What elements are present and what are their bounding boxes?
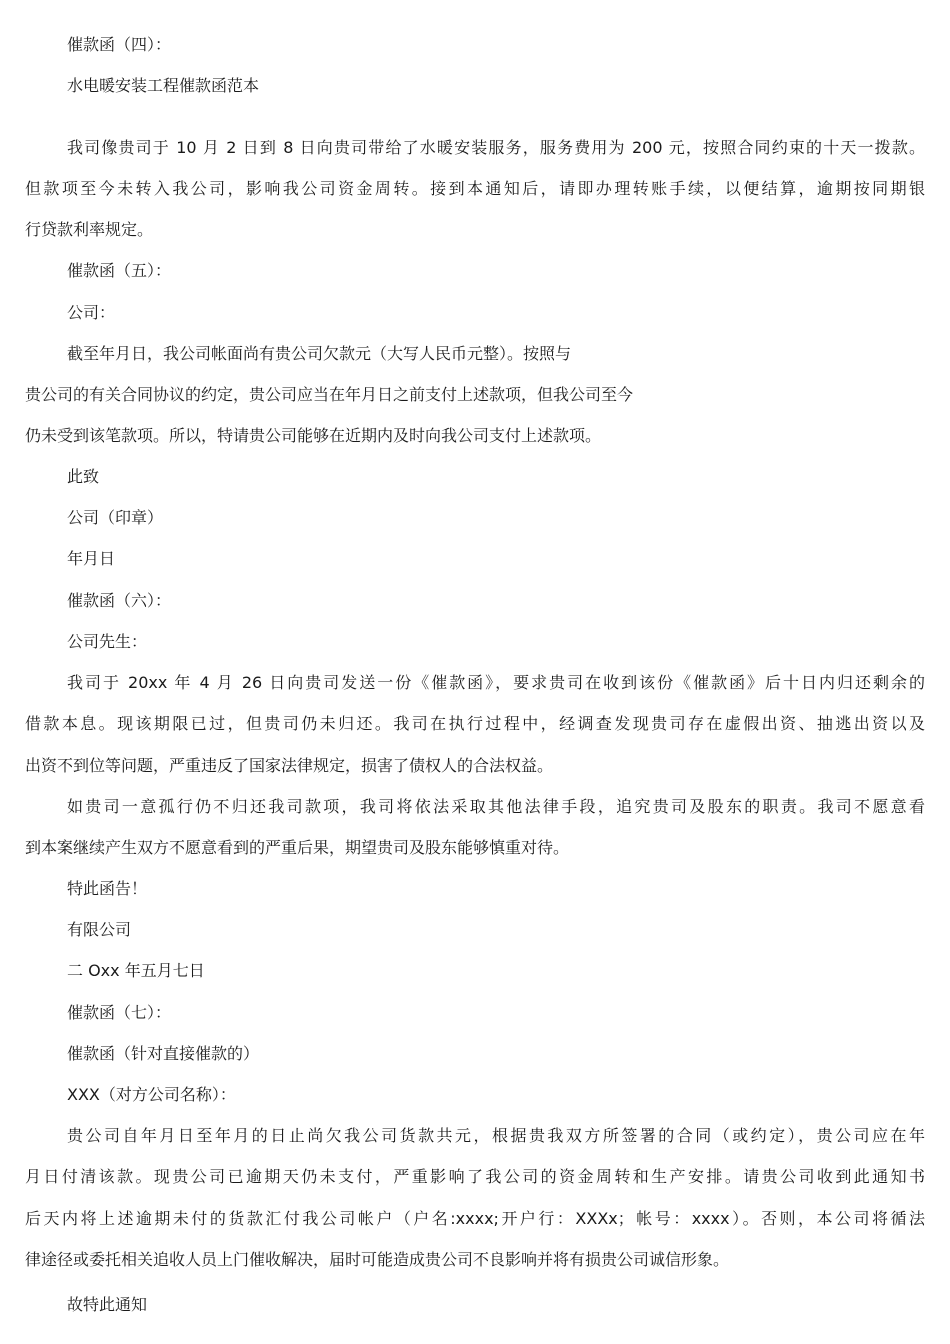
heading-letter-5: 催款函（五）： [67,261,172,280]
letter-5-date: 年月日 [67,549,116,568]
letter-6-paragraph-line: 如贵司一意孤行仍不归还我司款项，我司将依法采取其他法律手段，追究贵司及股东的职责。我司不愿意看 [67,797,925,816]
letter-6-paragraph-line: 出资不到位等问题，严重违反了国家法律规定，损害了债权人的合法权益。 [25,756,554,775]
letter-5-salutation: 公司： [67,303,116,322]
heading-letter-7: 催款函（七）： [67,1003,172,1022]
letter-6-paragraph-line: 到本案继续产生双方不愿意看到的严重后果，期望贵司及股东能够慎重对待。 [25,838,570,857]
letter-5-paragraph-line: 贵公司的有关合同协议的约定，贵公司应当在年月日之前支付上述款项，但我公司至今 [25,385,634,404]
heading-letter-4: 催款函（四）： [67,35,172,54]
letter-7-paragraph-line: 律途径或委托相关追收人员上门催收解决，届时可能造成贵公司不良影响并将有损贵公司诚信形象。 [25,1250,730,1269]
letter-4-paragraph-line: 行贷款利率规定。 [25,220,154,239]
letter-7-salutation: XXX（对方公司名称）： [67,1085,236,1104]
letter-7-closing: 故特此通知 [67,1295,148,1314]
letter-7-paragraph-line: 月日付清该款。现贵公司已逾期天仍未支付，严重影响了我公司的资金周转和生产安排。请贵公司收到此通知书 [25,1167,925,1186]
letter-5-signature: 公司（印章） [67,508,164,527]
letter-4-title: 水电暖安装工程催款函范本 [67,76,260,95]
letter-6-date: 二 Oxx 年五月七日 [67,961,205,980]
letter-7-paragraph-line: 贵公司自年月日至年月的日止尚欠我公司货款共元，根据贵我双方所签署的合同（或约定），贵公司应在年 [67,1126,925,1145]
letter-6-signature: 有限公司 [67,920,132,939]
letter-6-salutation: 公司先生： [67,632,148,651]
letter-5-paragraph-line: 截至年月日，我公司帐面尚有贵公司欠款元（大写人民币元整）。按照与 [67,344,572,363]
letter-4-paragraph-line: 我司像贵司于 10 月 2 日到 8 日向贵司带给了水暖安装服务，服务费用为 200 元，按照合同约束的十天一拨款。 [67,138,925,157]
letter-7-title: 催款函（针对直接催款的） [67,1044,260,1063]
letter-7-paragraph-line: 后天内将上述逾期未付的货款汇付我公司帐户（户名:xxxx;开户行：XXXx；帐号：xxxx）。否则，本公司将循法 [25,1209,925,1228]
letter-5-paragraph-line: 仍未受到该笔款项。所以，特请贵公司能够在近期内及时向我公司支付上述款项。 [25,426,602,445]
letter-4-paragraph-line: 但款项至今未转入我公司，影响我公司资金周转。接到本通知后，请即办理转账手续，以便结算，逾期按同期银 [25,179,925,198]
letter-6-closing: 特此函告！ [67,879,148,898]
heading-letter-6: 催款函（六）： [67,591,172,610]
letter-6-paragraph-line: 借款本息。现该期限已过，但贵司仍未归还。我司在执行过程中，经调查发现贵司存在虚假出资、抽逃出资以及 [25,714,925,733]
letter-6-paragraph-line: 我司于 20xx 年 4 月 26 日向贵司发送一份《催款函》，要求贵司在收到该份《催款函》后十日内归还剩余的 [67,673,925,692]
letter-5-closing: 此致 [67,467,100,486]
